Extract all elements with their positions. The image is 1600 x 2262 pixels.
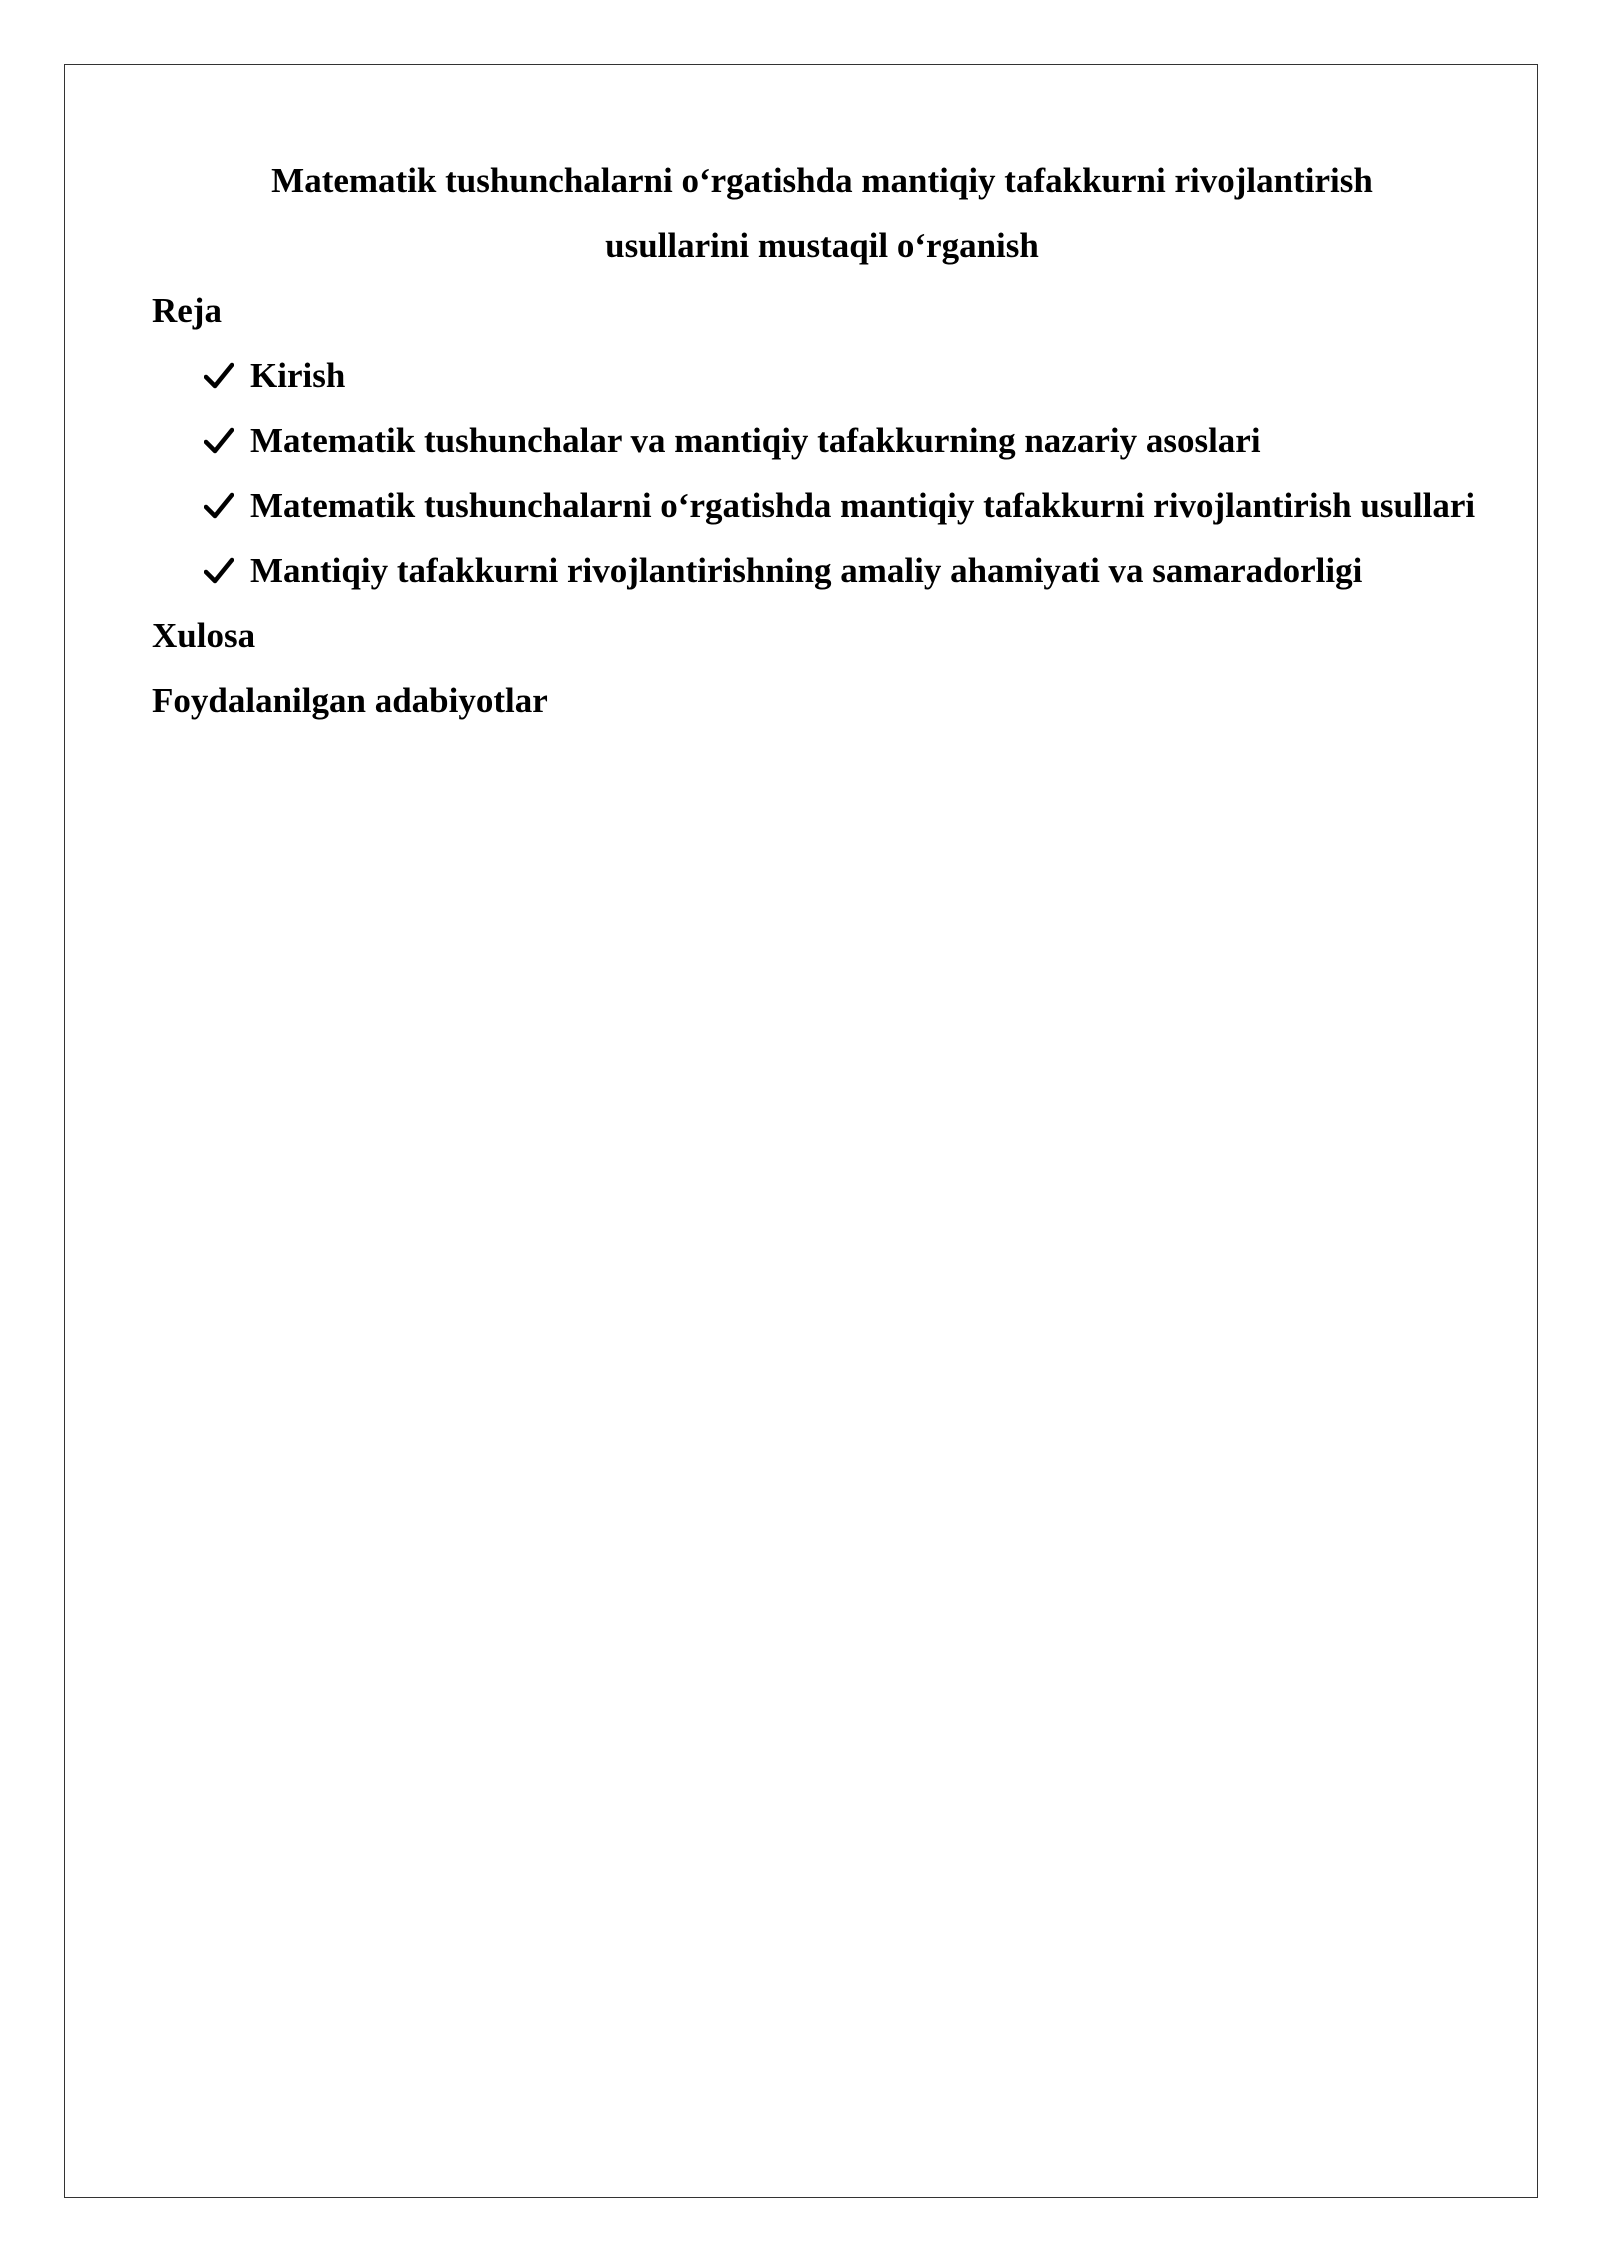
document-title-line-1: Matematik tushunchalarni o‘rgatishda mantiqiy tafakkurni rivojlantirish: [271, 161, 1373, 200]
plan-item-theory: [152, 408, 1492, 473]
plan-list: [152, 343, 1492, 603]
checkmark-icon: [202, 538, 236, 603]
checkmark-icon: [202, 473, 236, 538]
checkmark-icon: [202, 408, 236, 473]
plan-item-label: Kirish: [250, 356, 346, 395]
plan-item-label: Matematik tushunchalar va mantiqiy tafakkurning nazariy asoslari: [250, 421, 1261, 460]
references-heading: Foydalanilgan adabiyotlar: [152, 681, 548, 720]
plan-heading: Reja: [152, 291, 222, 330]
conclusion-heading: Xulosa: [152, 616, 256, 655]
plan-item-label: Matematik tushunchalarni o‘rgatishda mantiqiy tafakkurni rivojlantirish usullari: [250, 486, 1476, 525]
plan-item-practice: [152, 538, 1492, 603]
document-body: [152, 148, 1492, 733]
plan-item-label: Mantiqiy tafakkurni rivojlantirishning amaliy ahamiyati va samaradorligi: [250, 551, 1363, 590]
plan-item-methods: [152, 473, 1492, 538]
document-title-line-2: usullarini mustaqil o‘rganish: [605, 226, 1039, 265]
checkmark-icon: [202, 343, 236, 408]
plan-item-intro: [152, 343, 1492, 408]
document-title: [152, 148, 1492, 278]
